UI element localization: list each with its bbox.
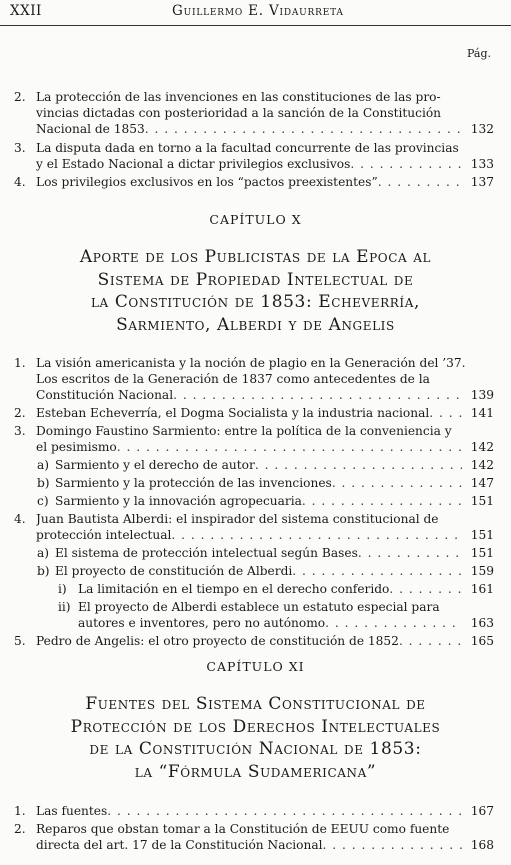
entry-title-text: La limitación en el tiempo en el derecho conferido: [78, 582, 390, 596]
entry-page-number: 163: [470, 616, 494, 630]
entry-number: a): [37, 458, 50, 472]
entry-line: [36, 405, 494, 421]
entry-line: [55, 563, 494, 579]
dot-leader: [292, 563, 462, 579]
entry-page-number: 161: [470, 582, 494, 596]
dot-leader: [358, 545, 462, 561]
entry-number: a): [37, 546, 50, 560]
running-header: [10, 3, 501, 25]
page-number: XXII: [10, 3, 42, 19]
entry-title-text: Las fuentes: [36, 804, 108, 818]
entry-page-number: 168: [470, 838, 494, 852]
entry-text: [36, 633, 494, 649]
entry-page-number: 151: [470, 546, 494, 560]
entry-line: vincias dictadas con posterioridad a la sanción de la Constitución: [36, 106, 442, 120]
chapter-title-line: Aporte de los Publicistas de la Epoca al: [79, 247, 432, 267]
entry-number: ii): [58, 600, 71, 614]
entry-text: [78, 599, 494, 631]
entry-title-text: Sarmiento y la innovación agropecuaria: [55, 494, 302, 508]
entry-page-number: 151: [470, 528, 494, 542]
entry-title-text: el pesimismo: [36, 440, 117, 454]
entry-page-number: 167: [470, 804, 494, 818]
chapter-xi-label: CAPÍTULO XI: [206, 659, 305, 674]
entry-number: i): [58, 582, 67, 596]
dot-leader: [389, 581, 462, 597]
entry-number: 1.: [14, 356, 26, 370]
entry-line: Juan Bautista Alberdi: el inspirador del sistema constitucional de: [36, 512, 439, 526]
entry-title-text: Constitución Nacional: [36, 388, 174, 402]
entry-title-text: Sarmiento y la protección de las invenciones: [55, 476, 332, 490]
entry-page-number: 142: [470, 440, 494, 454]
entry-page-number: 132: [470, 122, 494, 136]
entry-line: La visión americanista y la noción de plagio en la Generación del ’37.: [36, 356, 466, 370]
entry-page-number: 151: [470, 494, 494, 508]
dot-leader: [145, 121, 462, 137]
entry-title-text: El sistema de protección intelectual según Bases: [55, 546, 358, 560]
dot-leader: [255, 457, 462, 473]
entry-text: [36, 355, 494, 403]
chapter-title-line: la Constitución de 1853: Echeverría,: [90, 292, 421, 312]
entry-text: [36, 511, 494, 543]
entry-page-number: 159: [470, 564, 494, 578]
entry-title-text: Esteban Echeverría, el Dogma Socialista y la industria nacional: [36, 406, 430, 420]
entry-line: La protección de las invenciones en las constituciones de las pro-: [36, 90, 441, 104]
entry-text: [36, 140, 494, 172]
entry-line: [36, 156, 494, 172]
entry-line: [36, 527, 494, 543]
chapter-title-line: Protección de los Derechos Intelectuales: [70, 716, 441, 737]
entry-text: [36, 423, 494, 455]
entry-page-number: 165: [470, 634, 494, 648]
chapter-title-line: de la Constitución Nacional de 1853:: [89, 739, 422, 759]
entry-title-text: Los privilegios exclusivos en los “pactos preexistentes”: [36, 175, 378, 189]
entry-number: 4.: [14, 512, 26, 526]
entry-text: [36, 174, 494, 190]
entry-number: 3.: [14, 140, 26, 155]
entry-text: [55, 545, 494, 561]
entry-number: 4.: [14, 175, 26, 189]
dot-leader: [350, 156, 462, 172]
entry-number: 5.: [14, 634, 26, 648]
dot-leader: [378, 174, 462, 190]
entry-line: [55, 493, 494, 509]
entry-page-number: 141: [470, 406, 494, 420]
entry-number: c): [37, 494, 49, 508]
entry-title-text: y el Estado Nacional a dictar privilegios exclusivos: [36, 156, 351, 171]
entry-number: 2.: [14, 90, 26, 104]
entry-title-text: El proyecto de constitución de Alberdi: [55, 564, 293, 578]
entry-text: [55, 457, 494, 473]
entry-text: [36, 89, 494, 137]
entry-line: [55, 545, 494, 561]
dot-leader: [302, 493, 462, 509]
chapter-x-label: CAPÍTULO X: [209, 212, 302, 227]
entry-text: [55, 563, 494, 579]
entry-line: [36, 837, 494, 853]
entry-page-number: 147: [470, 476, 494, 490]
entry-line: Reparos que obstan tomar a la Constitución de EEUU como fuente: [36, 822, 450, 836]
chapter-title-line: Sistema de Propiedad Intelectual de: [97, 269, 414, 290]
entry-text: [55, 475, 494, 491]
entry-line: [36, 633, 494, 649]
entry-text: [36, 405, 494, 421]
entry-title-text: Pedro de Angelis: el otro proyecto de constitución de 1852: [36, 634, 399, 648]
entry-line: [36, 121, 494, 137]
entry-page-number: 139: [470, 388, 494, 402]
page-column-label: Pág.: [466, 47, 491, 60]
running-title: Guillermo E. Vidaurreta: [172, 3, 344, 19]
chapter-x-title: [0, 246, 511, 336]
entry-line: [36, 387, 494, 403]
entry-page-number: 133: [470, 156, 494, 171]
entry-text: [36, 821, 494, 853]
entry-line: [55, 475, 494, 491]
entry-text: [78, 581, 494, 597]
chapter-xi-title: [0, 693, 511, 783]
dot-leader: [171, 527, 462, 543]
entry-title-text: Sarmiento y el derecho de autor: [55, 458, 255, 472]
entry-line: [78, 581, 494, 597]
entry-title-text: directa del art. 17 de la Constitución Nacional: [36, 838, 323, 852]
entry-line: [78, 615, 494, 631]
entry-title-text: autores e inventores, pero no autónomo: [78, 616, 326, 630]
chapter-title-line: Fuentes del Sistema Constitucional de: [85, 694, 426, 714]
entry-line: El proyecto de Alberdi establece un estatuto especial para: [78, 600, 440, 614]
entry-number: 2.: [14, 822, 26, 836]
dot-leader: [107, 803, 462, 819]
chapter-title-line: Sarmiento, Alberdi y de Angelis: [116, 314, 395, 335]
entry-text: [55, 493, 494, 509]
dot-leader: [325, 615, 462, 631]
entry-page-number: 142: [470, 458, 494, 472]
entry-line: Los escritos de la Generación de 1837 como antecedentes de la: [36, 372, 430, 386]
entry-number: 2.: [14, 406, 26, 420]
entry-title-text: Nacional de 1853: [36, 122, 145, 136]
dot-leader: [323, 837, 462, 853]
entry-number: 1.: [14, 804, 26, 818]
entry-text: [36, 803, 494, 819]
chapter-title-line: la “Fórmula Sudamericana”: [134, 761, 377, 782]
entry-number: 3.: [14, 424, 26, 438]
entry-number: b): [37, 564, 50, 578]
entry-line: [36, 439, 494, 455]
dot-leader: [332, 475, 462, 491]
entry-line: [55, 457, 494, 473]
entry-line: [36, 803, 494, 819]
entry-line: La disputa dada en torno a la facultad concurrente de las provincias: [36, 140, 459, 155]
entry-number: b): [37, 476, 50, 490]
dot-leader: [173, 387, 462, 403]
entry-page-number: 137: [470, 175, 494, 189]
dot-leader: [429, 405, 462, 421]
dot-leader: [117, 439, 462, 455]
entry-line: Domingo Faustino Sarmiento: entre la política de la conveniencia y: [36, 424, 452, 438]
entry-line: [36, 174, 494, 190]
dot-leader: [399, 633, 462, 649]
header-rule: [0, 25, 511, 26]
entry-title-text: protección intelectual: [36, 528, 172, 542]
